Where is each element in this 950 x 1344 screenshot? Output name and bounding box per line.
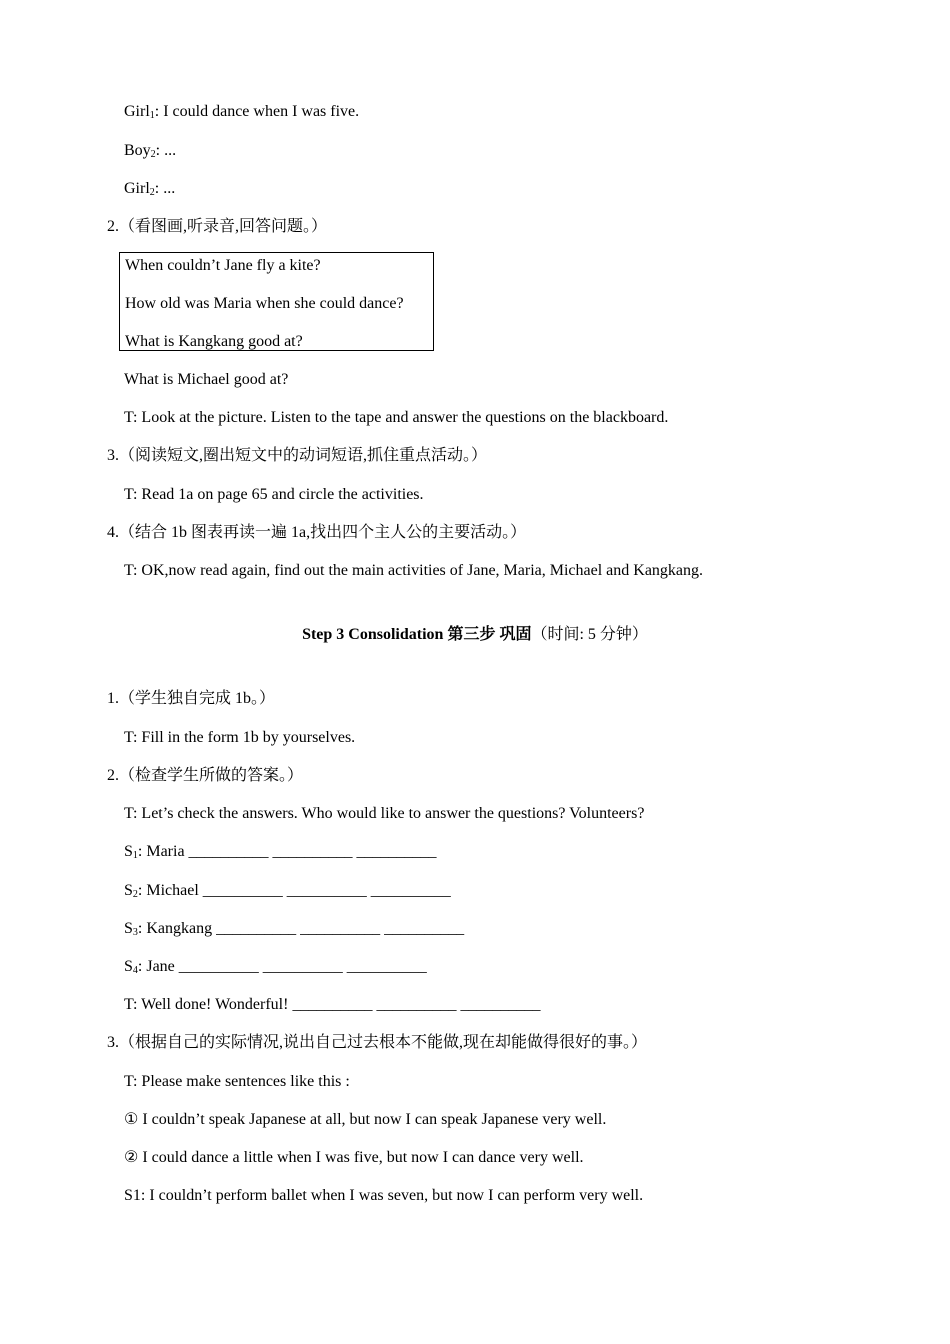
teacher-line: T: Let’s check the answers. Who would like to answer the questions? Volunteers? [124,805,645,822]
item2-instruction: 2.（看图画,听录音,回答问题。） [107,218,328,235]
dialogue-girl1: Girl$_1$: I could dance when I was five. [124,103,360,121]
dialogue-girl2: Girl$_2$: ... [124,180,176,198]
example-sentence-1: ① I couldn’t speak Japanese at all, but now I can speak Japanese very well. [124,1111,607,1128]
box-question: What is Kangkang good at? [125,333,303,350]
item4-instruction: 4.（结合 1b 图表再读一遍 1a,找出四个主人公的主要活动。） [107,524,527,541]
teacher-line: T: OK,now read again, find out the main activities of Jane, Maria, Michael and Kangkang. [124,562,704,579]
c2-instruction: 2.（检查学生所做的答案。） [107,767,304,784]
teacher-line: T: Fill in the form 1b by yourselves. [124,729,356,746]
student-answer-s1: $S_1$: Maria __________ __________ __________ [124,843,437,861]
item3-instruction: 3.（阅读短文,圈出短文中的动词短语,抓住重点活动。） [107,447,488,464]
c1-instruction: 1.（学生独自完成 1b。） [107,690,276,707]
box-question: When couldn’t Jane fly a kite? [125,257,321,274]
dialogue-boy2: Boy$_2$: ... [124,142,177,160]
step3-heading: Step 3 Consolidation 第三步 巩固（时间: 5 分钟） [302,626,648,643]
student-sentence-s1: S1: I couldn’t perform ballet when I was seven, but now I can perform very well. [124,1187,644,1204]
student-answer-s4: $S_4$: Jane __________ __________ __________ [124,958,427,976]
teacher-line: T: Please make sentences like this : [124,1073,350,1090]
example-sentence-2: ② I could dance a little when I was five, but now I can dance very well. [124,1149,584,1166]
box-question: How old was Maria when she could dance? [125,295,404,312]
student-answer-s2: $S_2$: Michael __________ __________ __________ [124,882,451,900]
teacher-line: T: Look at the picture. Listen to the tape and answer the questions on the blackboard. [124,409,669,426]
c3-instruction: 3.（根据自己的实际情况,说出自己过去根本不能做,现在却能做得很好的事。） [107,1034,648,1051]
teacher-line: T: Read 1a on page 65 and circle the activities. [124,486,424,503]
student-answer-s3: $S_3$: Kangkang __________ __________ __________ [124,920,465,938]
extra-question: What is Michael good at? [124,371,289,388]
blackboard-questions-box [119,252,434,351]
teacher-praise: T: Well done! Wonderful! __________ __________ __________ [124,996,541,1013]
